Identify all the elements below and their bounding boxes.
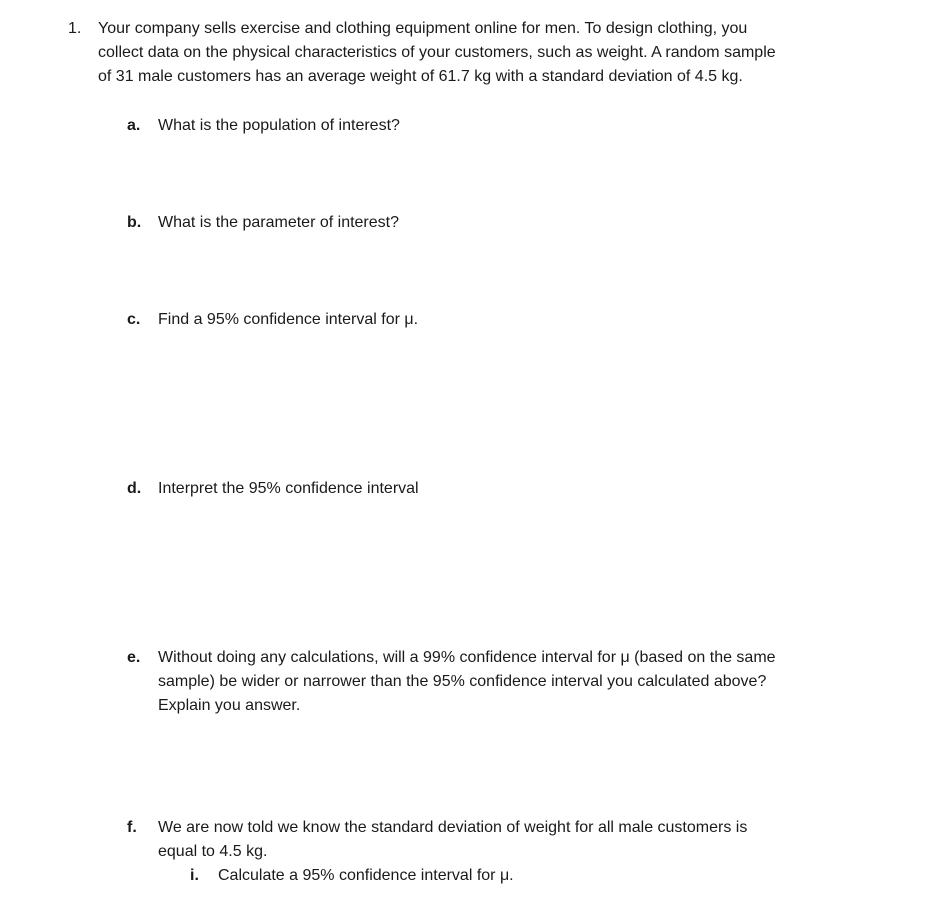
- question-stem-line: Your company sells exercise and clothing equipment online for men. To design clothing, you: [98, 20, 748, 37]
- part-line: Explain you answer.: [158, 697, 301, 714]
- part-text: [158, 308, 838, 332]
- subpart-text: Calculate a 95% confidence interval for μ.: [218, 867, 514, 884]
- part-letter: a.: [127, 117, 141, 134]
- part-letter: b.: [127, 214, 142, 231]
- part-letter: c.: [127, 311, 141, 328]
- subpart-letter: i.: [190, 867, 199, 884]
- part-text: [158, 816, 838, 864]
- question-stem-line: of 31 male customers has an average weight of 61.7 kg with a standard deviation of 4.5 kg.: [98, 68, 743, 85]
- part-text: [158, 477, 838, 501]
- part-line: We are now told we know the standard deviation of weight for all male customers is: [158, 819, 748, 836]
- part-text: [158, 114, 838, 138]
- part-line: What is the population of interest?: [158, 117, 400, 134]
- question-stem-line: collect data on the physical characteristics of your customers, such as weight. A random sample: [98, 44, 776, 61]
- part-line: equal to 4.5 kg.: [158, 843, 268, 860]
- question-stem: [98, 17, 838, 89]
- part-letter: f.: [127, 819, 137, 836]
- part-letter: e.: [127, 649, 141, 666]
- part-line: What is the parameter of interest?: [158, 214, 399, 231]
- part-line: sample) be wider or narrower than the 95% confidence interval you calculated above?: [158, 673, 767, 690]
- part-text: [158, 646, 838, 718]
- part-text: [158, 211, 838, 235]
- question-number: 1.: [68, 20, 82, 37]
- part-line: Interpret the 95% confidence interval: [158, 480, 419, 497]
- part-letter: d.: [127, 480, 142, 497]
- part-line: Find a 95% confidence interval for μ.: [158, 311, 419, 328]
- part-line: Without doing any calculations, will a 99% confidence interval for μ (based on the same: [158, 649, 776, 666]
